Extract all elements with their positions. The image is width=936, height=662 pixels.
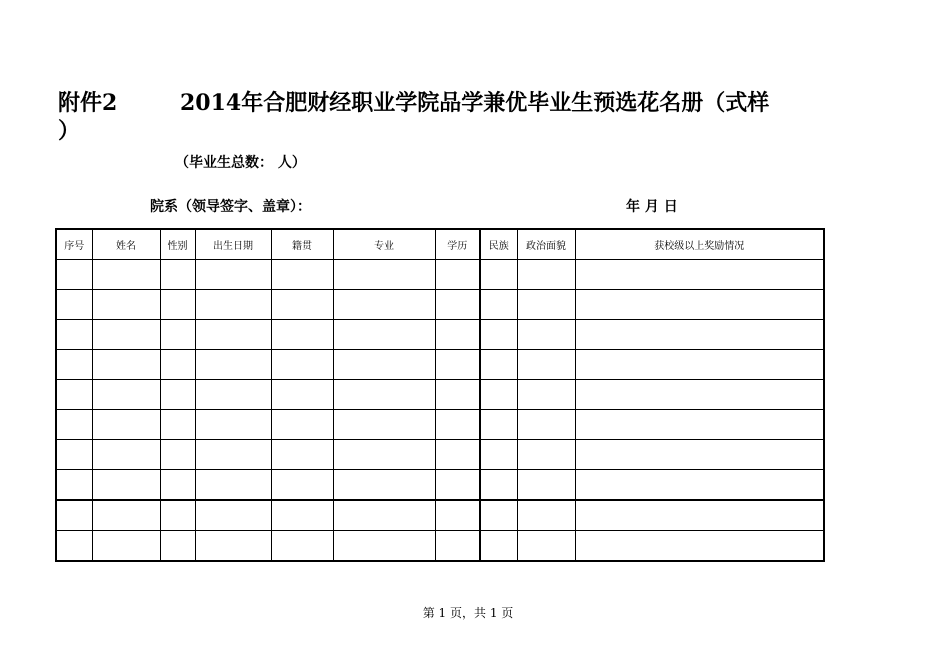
table-cell[interactable] — [480, 440, 517, 470]
table-cell[interactable] — [333, 531, 435, 562]
table-cell[interactable] — [195, 290, 271, 320]
table-cell[interactable] — [333, 380, 435, 410]
table-cell[interactable] — [333, 410, 435, 440]
table-cell[interactable] — [435, 410, 480, 440]
table-cell[interactable] — [517, 350, 575, 380]
table-row — [56, 410, 824, 440]
table-cell[interactable] — [92, 440, 160, 470]
table-cell[interactable] — [480, 260, 517, 290]
table-cell[interactable] — [517, 470, 575, 501]
table-cell[interactable] — [517, 410, 575, 440]
table-cell[interactable] — [195, 380, 271, 410]
table-cell[interactable] — [435, 290, 480, 320]
table-cell[interactable] — [56, 320, 92, 350]
table-cell[interactable] — [480, 531, 517, 562]
table-row — [56, 531, 824, 562]
table-cell[interactable] — [271, 410, 333, 440]
column-header-education: 学历 — [435, 229, 480, 260]
column-header-awards: 获校级以上奖励情况 — [575, 229, 824, 260]
date-label: 年 月 日 — [626, 199, 678, 215]
table-cell[interactable] — [56, 500, 92, 531]
table-cell[interactable] — [517, 440, 575, 470]
table-cell[interactable] — [435, 350, 480, 380]
table-cell[interactable] — [92, 500, 160, 531]
table-cell[interactable] — [575, 531, 824, 562]
table-cell[interactable] — [575, 470, 824, 501]
table-cell[interactable] — [435, 260, 480, 290]
table-cell[interactable] — [92, 260, 160, 290]
department-signature-label: 院系（领导签字、盖章）： — [150, 199, 311, 215]
table-cell[interactable] — [575, 500, 824, 531]
table-row — [56, 260, 824, 290]
table-cell[interactable] — [435, 531, 480, 562]
graduate-roster-table — [55, 228, 825, 562]
table-cell[interactable] — [271, 290, 333, 320]
table-row — [56, 470, 824, 501]
column-header-ethnicity: 民族 — [480, 229, 517, 260]
table-cell[interactable] — [56, 410, 92, 440]
table-cell[interactable] — [575, 380, 824, 410]
table-cell[interactable] — [575, 260, 824, 290]
table-cell[interactable] — [517, 531, 575, 562]
table-cell[interactable] — [517, 500, 575, 531]
table-cell[interactable] — [195, 260, 271, 290]
table-cell[interactable] — [271, 500, 333, 531]
page-title: 2014年合肥财经职业学院品学兼优毕业生预选花名册（式样 — [180, 90, 770, 116]
table-cell[interactable] — [480, 320, 517, 350]
table-row — [56, 440, 824, 470]
table-cell[interactable] — [160, 440, 195, 470]
table-cell[interactable] — [271, 470, 333, 501]
table-cell[interactable] — [575, 440, 824, 470]
table-cell[interactable] — [92, 350, 160, 380]
graduate-count-subtitle: （毕业生总数： 人） — [175, 155, 306, 171]
table-row — [56, 500, 824, 531]
column-header-hometown: 籍贯 — [271, 229, 333, 260]
table-cell[interactable] — [480, 380, 517, 410]
table-cell[interactable] — [56, 350, 92, 380]
table-cell[interactable] — [160, 500, 195, 531]
table-cell[interactable] — [271, 320, 333, 350]
table-cell[interactable] — [92, 531, 160, 562]
column-header-major: 专业 — [333, 229, 435, 260]
table-cell[interactable] — [575, 350, 824, 380]
table-cell[interactable] — [271, 440, 333, 470]
table-cell[interactable] — [435, 440, 480, 470]
column-header-gender: 性别 — [160, 229, 195, 260]
table-cell[interactable] — [333, 290, 435, 320]
column-header-birthdate: 出生日期 — [195, 229, 271, 260]
table-cell[interactable] — [480, 410, 517, 440]
table-cell[interactable] — [92, 320, 160, 350]
table-cell[interactable] — [435, 320, 480, 350]
table-cell[interactable] — [56, 290, 92, 320]
attachment-label: 附件2 — [58, 90, 118, 116]
table-cell[interactable] — [435, 380, 480, 410]
table-cell[interactable] — [517, 260, 575, 290]
table-cell[interactable] — [160, 410, 195, 440]
table-cell[interactable] — [160, 380, 195, 410]
table-cell[interactable] — [160, 260, 195, 290]
table-cell[interactable] — [195, 470, 271, 501]
table-cell[interactable] — [575, 290, 824, 320]
table-cell[interactable] — [195, 320, 271, 350]
table-cell[interactable] — [195, 500, 271, 531]
table-cell[interactable] — [92, 410, 160, 440]
table-header-row — [56, 229, 824, 260]
table-cell[interactable] — [271, 531, 333, 562]
table-cell[interactable] — [271, 380, 333, 410]
table-cell[interactable] — [480, 470, 517, 501]
table-cell[interactable] — [160, 290, 195, 320]
table-cell[interactable] — [333, 500, 435, 531]
table-cell[interactable] — [195, 410, 271, 440]
table-cell[interactable] — [517, 290, 575, 320]
table-cell[interactable] — [517, 380, 575, 410]
table-body — [56, 260, 824, 562]
table-row — [56, 320, 824, 350]
table-cell[interactable] — [160, 531, 195, 562]
column-header-index: 序号 — [56, 229, 92, 260]
page-title-continuation: ） — [58, 118, 81, 144]
table-cell[interactable] — [160, 350, 195, 380]
table-cell[interactable] — [195, 350, 271, 380]
table-cell[interactable] — [517, 320, 575, 350]
table-row — [56, 350, 824, 380]
table-cell[interactable] — [435, 470, 480, 501]
table-cell[interactable] — [56, 260, 92, 290]
table-cell[interactable] — [333, 320, 435, 350]
table-cell[interactable] — [480, 290, 517, 320]
table-cell[interactable] — [480, 350, 517, 380]
table-row — [56, 290, 824, 320]
table-cell[interactable] — [333, 260, 435, 290]
table-cell[interactable] — [195, 440, 271, 470]
page-footer: 第 1 页，共 1 页 — [422, 606, 514, 620]
table-cell[interactable] — [56, 531, 92, 562]
table-cell[interactable] — [92, 380, 160, 410]
table-cell[interactable] — [435, 500, 480, 531]
table-cell[interactable] — [56, 470, 92, 501]
column-header-name: 姓名 — [92, 229, 160, 260]
table-cell[interactable] — [333, 440, 435, 470]
table-cell[interactable] — [575, 410, 824, 440]
table-cell[interactable] — [271, 260, 333, 290]
column-header-political-status: 政治面貌 — [517, 229, 575, 260]
table-cell[interactable] — [271, 350, 333, 380]
table-cell[interactable] — [333, 350, 435, 380]
table-cell[interactable] — [92, 470, 160, 501]
table-cell[interactable] — [92, 290, 160, 320]
table-cell[interactable] — [56, 440, 92, 470]
table-row — [56, 380, 824, 410]
table-cell[interactable] — [575, 320, 824, 350]
table-cell[interactable] — [480, 500, 517, 531]
table-cell[interactable] — [195, 531, 271, 562]
table-cell[interactable] — [333, 470, 435, 501]
table-cell[interactable] — [160, 470, 195, 501]
table-cell[interactable] — [56, 380, 92, 410]
table-cell[interactable] — [160, 320, 195, 350]
